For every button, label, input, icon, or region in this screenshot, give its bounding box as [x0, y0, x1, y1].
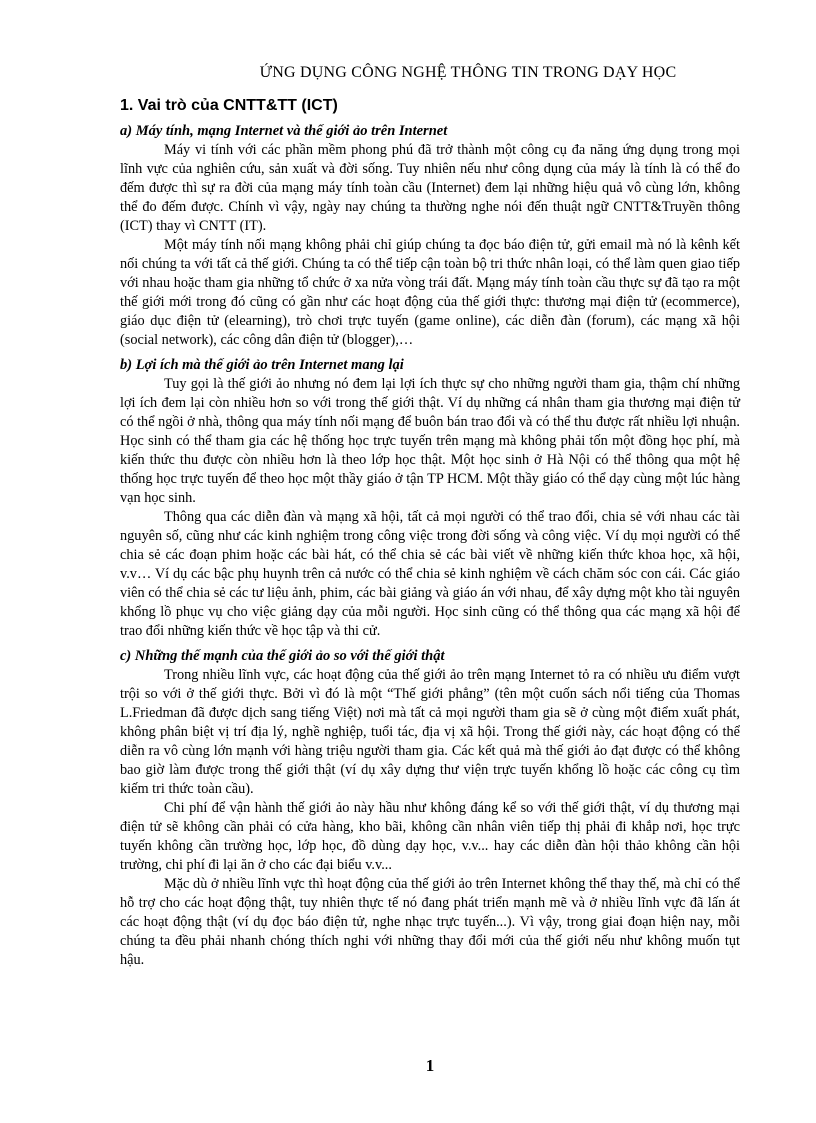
paragraph: Tuy gọi là thế giới ảo nhưng nó đem lại lợi ích thực sự cho những người tham gia, thậm chí những lợi ích đem lại còn nhiều hơn so với trong thế giới thật. Ví dụ những cá nhân tham gia thương mại điện tử có thể ngồi ở nhà, thông qua máy tính nối mạng để buôn bán trao đổi và có thể thu được rất nhiều lợi nhuận. Học sinh có thể tham gia các hệ thống học trực tuyến trên mạng mà không phải tốn một đồng học phí, mà kiến thức thu được còn nhiều hơn là theo lớp học thật. Một học sinh ở Hà Nội có thể thông qua một hệ thống học trực tuyến để theo học một thầy giáo ở tận TP HCM. Một thầy giáo có thể dạy cùng một lúc hàng vạn học sinh. [120, 376, 740, 506]
paragraph: Chi phí để vận hành thế giới ảo này hầu như không đáng kể so với thế giới thật, ví dụ thương mại điện tử sẽ không cần phải có cửa hàng, kho bãi, không cần nhân viên tiếp thị phải đi khắp nơi, học trực tuyến không cần trường học, lớp học, đồ dùng dạy học, v.v... hay các diễn đàn hội thảo không cần hội trường, chi phí đi lại ăn ở cho các đại biểu v.v... [120, 800, 740, 873]
document-title: ỨNG DỤNG CÔNG NGHỆ THÔNG TIN TRONG DẠY HỌC [259, 64, 677, 81]
subsection-heading: c) Những thế mạnh của thế giới ảo so với thế giới thật [120, 648, 445, 664]
subsection-a [120, 122, 740, 350]
paragraph: Mặc dù ở nhiều lĩnh vực thì hoạt động của thế giới ảo trên Internet không thể thay thế, mà chỉ có thể hỗ trợ cho các hoạt động thật, tuy nhiên thực tế nó đang phát triển mạnh mẽ và ở nhiều lĩnh vực đã lấn át các hoạt động thật (ví dụ đọc báo điện tử, nghe nhạc trực tuyến...). Vì vậy, trong giai đoạn hiện nay, mỗi chúng ta đều phải nhanh chóng thích nghi với những thay đổi mới của thế giới nếu như không muốn tụt hậu. [120, 876, 740, 968]
page-number: 1 [425, 1056, 435, 1075]
paragraph: Thông qua các diễn đàn và mạng xã hội, tất cả mọi người có thể trao đổi, chia sẻ với nhau các tài nguyên số, cũng như các kinh nghiệm trong công việc trong đời sống và công việc. Ví dụ mọi người có thể chia sẻ các đoạn phim hoặc các bài hát, có thể chia sẻ các bài viết về những kiến thức khoa học, xã hội, v.v… Ví dụ các bậc phụ huynh trên cả nước có thể chia sẻ kinh nghiệm về cách chăm sóc con cái. Các giáo viên có thể chia sẻ các tư liệu ảnh, phim, các bài giảng và giáo án với nhau, để xây dựng một kho tài nguyên khổng lồ phục vụ cho việc giảng dạy của mỗi người. Học sinh cũng có thể thông qua các mạng xã hội để trao đổi những kiến thức về học tập và thi cử. [120, 509, 740, 639]
document-body [120, 96, 740, 976]
subsection-b [120, 356, 740, 641]
subsection-heading: a) Máy tính, mạng Internet và thế giới ảo trên Internet [120, 123, 448, 139]
paragraph: Máy vi tính với các phần mềm phong phú đã trở thành một công cụ đa năng ứng dụng trong mọi lĩnh vực của nghiên cứu, sản xuất và đời sống. Tuy nhiên nếu như công dụng của máy là tính là có thể đo đếm được thì sự ra đời của mạng máy tính toàn cầu (Internet) đem lại những hiệu quả vô cùng lớn, không thể đo đếm được. Chính vì vậy, ngày nay chúng ta thường nghe nói đến thuật ngữ CNTT&Truyền thông (ICT) thay vì CNTT (IT). [120, 142, 740, 234]
subsection-c [120, 647, 740, 970]
paragraph: Một máy tính nối mạng không phải chỉ giúp chúng ta đọc báo điện tử, gửi email mà nó là kênh kết nối chúng ta với tất cả thế giới. Chúng ta có thể tiếp cận toàn bộ tri thức nhân loại, có thể làm quen giao tiếp với nhau hoặc tham gia những tổ chức ở xa nửa vòng trái đất. Mạng máy tính toàn cầu thực sự đã tạo ra một thế giới mới trong đó cũng có gần như các hoạt động của thế giới thực: thương mại điện tử (ecommerce), giáo dục điện tử (elearning), trò chơi trực tuyến (game online), các diễn đàn (forum), các mạng xã hội (social network), các công dân điện tử (blogger),… [120, 237, 740, 348]
section-heading: 1. Vai trò của CNTT&TT (ICT) [120, 97, 338, 114]
subsection-heading: b) Lợi ích mà thế giới ảo trên Internet mang lại [120, 357, 404, 373]
paragraph: Trong nhiều lĩnh vực, các hoạt động của thế giới ảo trên mạng Internet tỏ ra có nhiều ưu điểm vượt trội so với ở thế giới thực. Bởi vì đó là một “Thế giới phẳng” (tên một cuốn sách nổi tiếng của Thomas L.Friedman đã được dịch sang tiếng Việt) nơi mà tất cả mọi người tham gia sẽ ở cùng một điểm xuất phát, không phân biệt vị trí địa lý, nghề nghiệp, tuổi tác, địa vị xã hội. Trong thế giới này, các hoạt động có thể diễn ra vô cùng lớn mạnh với hàng triệu người tham gia. Các kết quả mà thế giới ảo đạt được có thể không bao giờ làm được trong thế giới thật (ví dụ xây dựng thư viện trực tuyến khổng lồ hoặc các công cụ tìm kiếm tri thức toàn cầu). [120, 667, 740, 797]
